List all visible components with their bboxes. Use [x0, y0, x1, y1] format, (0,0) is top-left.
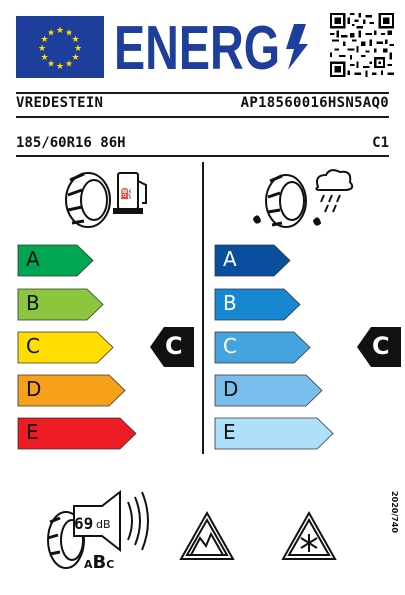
- fuel-bar-label: E: [26, 420, 39, 444]
- fuel-bar-label: A: [26, 247, 40, 271]
- svg-text:★: ★: [55, 62, 65, 72]
- wet-grip-rating-marker: [357, 327, 401, 367]
- wet-grip-bar-label: D: [223, 377, 239, 401]
- noise-class-letter: A: [84, 558, 93, 571]
- tyre-class: C1: [372, 135, 389, 151]
- wet-grip-bar-e: [214, 417, 334, 450]
- wet-grip-rating-letter: C: [372, 332, 390, 360]
- svg-text:★: ★: [46, 28, 56, 39]
- energy-title: [112, 12, 312, 83]
- wet-grip-bar-a: [214, 244, 291, 277]
- svg-text:★: ★: [64, 28, 74, 39]
- svg-text:★: ★: [64, 59, 74, 70]
- fuel-pump-tyre-icon: [62, 165, 152, 231]
- noise-class-letter-highlighted: B: [92, 552, 107, 573]
- wet-grip-bar-label: B: [223, 291, 237, 315]
- svg-text:★: ★: [40, 53, 49, 63]
- noise-unit: dB: [96, 518, 111, 531]
- noise-value: 69: [74, 514, 94, 533]
- article-code: AP18560016HSN5AQ0: [240, 95, 389, 111]
- ice-mountain-icon: [280, 510, 338, 562]
- fuel-bar-b: [17, 288, 104, 321]
- wet-grip-bar-label: C: [223, 334, 237, 358]
- divider: [16, 155, 389, 157]
- svg-text:★: ★: [71, 35, 80, 45]
- noise-class-letter: C: [106, 558, 115, 571]
- eu-stars-icon: [16, 16, 104, 78]
- svg-text:★: ★: [55, 26, 65, 36]
- qr-code-icon: [330, 13, 394, 77]
- brand-name: VREDESTEIN: [16, 95, 104, 111]
- wet-grip-bar-label: A: [223, 247, 237, 271]
- fuel-bar-d: [17, 374, 126, 407]
- divider: [16, 116, 389, 118]
- svg-text:★: ★: [37, 44, 47, 54]
- snow-mountain-icon: [178, 510, 236, 562]
- tyre-size: 185/60R16 86H: [16, 135, 126, 151]
- svg-text:★: ★: [73, 44, 83, 54]
- energy-title-text: ENERG: [114, 14, 280, 83]
- divider: [16, 92, 389, 94]
- noise-class: [84, 552, 114, 573]
- fuel-rating-marker: [150, 327, 194, 367]
- fuel-rating-letter: C: [165, 332, 183, 360]
- lightning-bolt-icon: [286, 24, 308, 70]
- wet-grip-bar-d: [214, 374, 323, 407]
- svg-text:⛽: ⛽: [120, 189, 133, 200]
- wet-grip-bar-b: [214, 288, 301, 321]
- fuel-bar-c: [17, 331, 114, 364]
- fuel-bar-label: C: [26, 334, 40, 358]
- eu-flag-icon: [16, 16, 104, 78]
- svg-text:★: ★: [46, 59, 56, 70]
- noise-tyre-icon: [40, 488, 160, 573]
- wet-grip-bar-c: [214, 331, 311, 364]
- regulation-number: 2020/740: [390, 491, 399, 533]
- fuel-bar-label: B: [26, 291, 40, 315]
- svg-text:★: ★: [40, 35, 49, 45]
- fuel-bar-e: [17, 417, 137, 450]
- wet-grip-bar-label: E: [223, 420, 236, 444]
- rain-cloud-tyre-icon: [248, 165, 358, 235]
- section-divider: [202, 162, 204, 454]
- fuel-bar-label: D: [26, 377, 42, 401]
- svg-text:★: ★: [71, 53, 80, 63]
- fuel-bar-a: [17, 244, 94, 277]
